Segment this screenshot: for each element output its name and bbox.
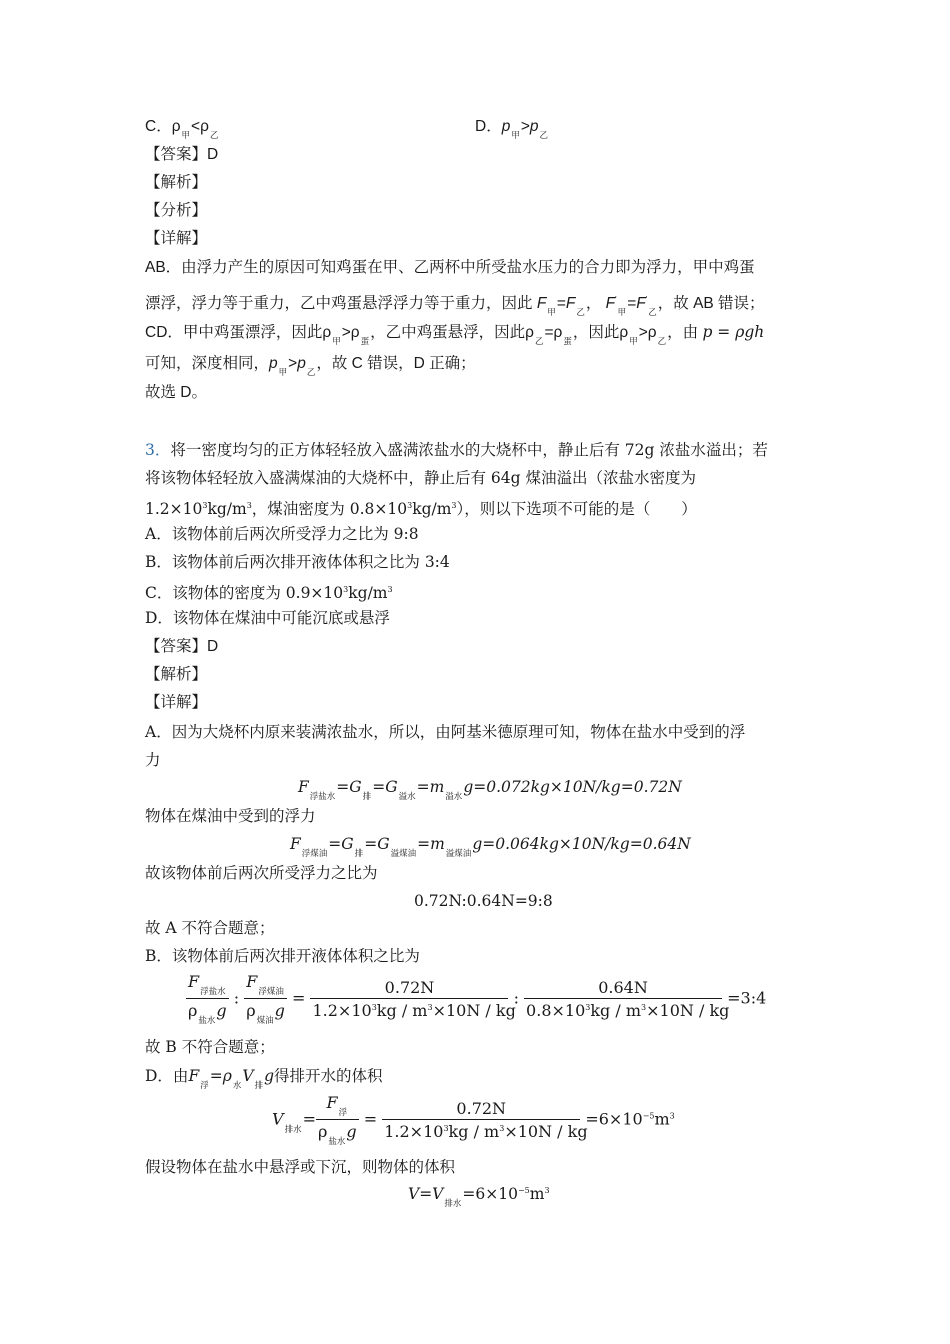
q3-stem-line2: 将该物体轻轻放入盛满煤油的大烧杯中，静止后有 64g 煤油溢出（浓盐水密度为 — [145, 469, 697, 487]
q3-d-intro: D．由$F_浮=\rho_水V_排g$得排开水的体积 — [145, 1067, 383, 1091]
q3-a-line1: A．因为大烧杯内原来装满浓盐水，所以，由阿基米德原理可知，物体在盐水中受到的浮 — [145, 723, 746, 741]
q3-stem-line3: $1.2\times 10^3kg/m^3$，煤油密度为 $0.8\times 10^3kg/m^3$），则以下选项不可能的是（ ） — [145, 500, 697, 518]
q3-option-b: B．该物体前后两次排开液体体积之比为 3:4 — [145, 553, 450, 571]
equation-volume-ratio: $\frac{F_{浮盐水}}{\rho_{盐水}g}$ : $\frac{F_{浮煤油}}{\rho_{煤油}g}$ = $\frac{0.72N}{1.2\times 10^3kg / m^3\times 10N / kg}$ : $\frac{0.64N}{0.8\times 10^3kg / m^3\times 10N / kg}$ =3:4 — [188, 972, 767, 1026]
q3-option-a: A．该物体前后两次所受浮力之比为 9:8 — [145, 525, 419, 543]
q3-b-conclusion: 故 B 不符合题意； — [145, 1038, 275, 1056]
prev-ab-line1: AB．由浮力产生的原因可知鸡蛋在甲、乙两杯中所受盐水压力的合力即为浮力，甲中鸡蛋 — [145, 259, 755, 276]
q3-answer: 【答案】D — [145, 638, 219, 655]
prev-ab-line2: 漂浮，浮力等于重力，乙中鸡蛋悬浮浮力等于重力，因此 $F_甲=F_乙$， $F'_甲=F'_乙$，故 AB 错误； — [145, 295, 765, 317]
q3-detail-heading: 【详解】 — [145, 694, 208, 711]
q3-ratio-intro: 故该物体前后两次所受浮力之比为 — [145, 864, 378, 882]
q3-coal-line: 物体在煤油中受到的浮力 — [145, 807, 316, 825]
prev-cd-line1: CD．甲中鸡蛋漂浮，因此$\rho_甲>\rho_蛋$，乙中鸡蛋悬浮，因此$\rho_乙=\rho_蛋$，因此$\rho_甲>\rho_乙$，由 p = ρgh — [145, 323, 765, 346]
q3-analysis-heading: 【解析】 — [145, 666, 208, 683]
prev-option-c: C．$\rho_甲<\rho_乙$ — [145, 118, 219, 140]
equation-buoyancy-brine: $F_{浮盐水}=G_排=G_{溢水}=m_{溢水}g=0.072kg\times 10N/kg=0.72N$ — [298, 778, 682, 802]
prev-fenxi-heading: 【分析】 — [145, 202, 208, 219]
q3-option-c: C．该物体的密度为 $0.9\times 10^3kg/m^3$ — [145, 584, 393, 602]
ratio-equation: 0.72N:0.64N=9:8 — [414, 892, 553, 910]
prev-choose: 故选 D。 — [145, 384, 208, 401]
q3-b-intro: B．该物体前后两次排开液体体积之比为 — [145, 947, 420, 965]
q3-option-d: D．该物体在煤油中可能沉底或悬浮 — [145, 609, 390, 627]
question-number: 3． — [145, 441, 171, 459]
equation-object-volume: $V=V_{排水}=6\times 10^{-5}m^3$ — [408, 1185, 550, 1209]
equation-buoyancy-coal: $F_{浮煤油}=G_排=G_{溢煤油}=m_{溢煤油}g=0.064kg\times 10N/kg=0.64N$ — [290, 835, 691, 859]
q3-a-conclusion: 故 A 不符合题意； — [145, 919, 275, 937]
prev-answer: 【答案】D — [145, 146, 219, 163]
q3-stem-line1: 3．将一密度均匀的正方体轻轻放入盛满浓盐水的大烧杯中，静止后有 72g 浓盐水溢出；若 — [145, 441, 768, 459]
equation-displaced-volume: $V_{排水}=$ $\frac{F_浮}{\rho_{盐水}g}$ = $\frac{0.72N}{1.2\times 10^3kg / m^3\times 10N / kg}$ $=6\times 10^{-5}m^3$ — [272, 1093, 675, 1147]
q3-suppose-line: 假设物体在盐水中悬浮或下沉，则物体的体积 — [145, 1158, 456, 1176]
q3-a-line2: 力 — [145, 751, 161, 769]
prev-detail-heading: 【详解】 — [145, 230, 208, 247]
prev-option-d: D．$p_甲>p_乙$ — [475, 118, 549, 140]
prev-analysis-heading: 【解析】 — [145, 174, 208, 191]
prev-cd-line2: 可知，深度相同，$p_甲>p_乙$，故 C 错误，D 正确； — [145, 355, 476, 377]
